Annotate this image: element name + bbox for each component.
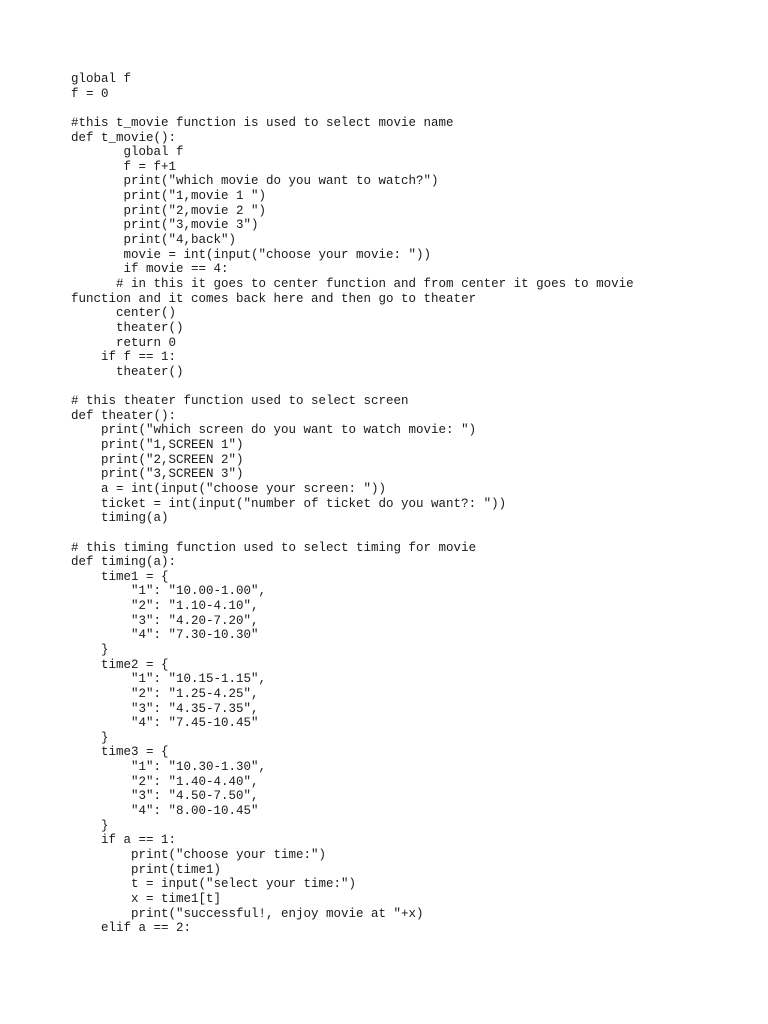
code-line: print("3,SCREEN 3") [71,467,244,482]
code-line: a = int(input("choose your screen: ")) [71,481,387,496]
code-line: # this theater function used to select screen [71,394,409,409]
code-line [71,379,751,394]
code-line: print("3,movie 3") [71,218,259,233]
code-line: } [71,818,109,833]
code-line: "3": "4.35-7.35", [71,701,259,716]
code-line: theater() [71,364,184,379]
code-line: function and it comes back here and then go to theater [71,291,477,306]
code-line: "4": "8.00-10.45" [71,804,259,819]
code-line: ticket = int(input("number of ticket do you want?: ")) [71,496,507,511]
code-line: } [71,730,109,745]
code-line: print("successful!, enjoy movie at "+x) [71,906,424,921]
code-line: } [71,642,109,657]
code-line: "3": "4.50-7.50", [71,789,259,804]
code-line: return 0 [71,335,177,350]
document-page [71,72,751,936]
code-line: if movie == 4: [71,262,229,277]
code-line: theater() [71,320,184,335]
code-line: time1 = { [71,569,169,584]
code-line: time2 = { [71,657,169,672]
code-line: print("2,movie 2 ") [71,203,267,218]
code-line: "1": "10.00-1.00", [71,584,267,599]
code-line: if a == 1: [71,833,177,848]
code-line: #this t_movie function is used to select movie name [71,115,454,130]
code-line: "1": "10.15-1.15", [71,672,267,687]
code-line: f = f+1 [71,159,177,174]
code-line: timing(a) [71,511,169,526]
code-line: "2": "1.10-4.10", [71,599,259,614]
code-line: print("which screen do you want to watch movie: ") [71,423,477,438]
code-line: "2": "1.40-4.40", [71,774,259,789]
code-line: elif a == 2: [71,921,192,936]
code-line: def timing(a): [71,555,177,570]
code-line [71,526,751,541]
code-line: global f [71,145,184,160]
code-line: # this timing function used to select timing for movie [71,540,477,555]
code-line: # in this it goes to center function and from center it goes to movie [71,276,634,291]
code-line: def t_movie(): [71,130,177,145]
code-line: print("1,SCREEN 1") [71,438,244,453]
code-line: global f [71,72,132,86]
code-line: print("1,movie 1 ") [71,189,267,204]
code-line: print("2,SCREEN 2") [71,452,244,467]
code-line: x = time1[t] [71,891,222,906]
code-line: "2": "1.25-4.25", [71,686,259,701]
code-line: f = 0 [71,86,109,101]
code-line: "4": "7.30-10.30" [71,628,259,643]
code-line: def theater(): [71,408,177,423]
code-line: if f == 1: [71,350,177,365]
code-line: t = input("select your time:") [71,877,357,892]
code-line: print("which movie do you want to watch?") [71,174,439,189]
code-line: "1": "10.30-1.30", [71,760,267,775]
code-line: "4": "7.45-10.45" [71,716,259,731]
code-line: center() [71,306,177,321]
code-listing [71,72,751,936]
code-line: print("choose your time:") [71,847,327,862]
code-line [71,101,751,116]
code-line: print("4,back") [71,233,237,248]
code-line: time3 = { [71,745,169,760]
code-line: print(time1) [71,862,222,877]
code-line: "3": "4.20-7.20", [71,613,259,628]
code-line: movie = int(input("choose your movie: ")) [71,247,432,262]
